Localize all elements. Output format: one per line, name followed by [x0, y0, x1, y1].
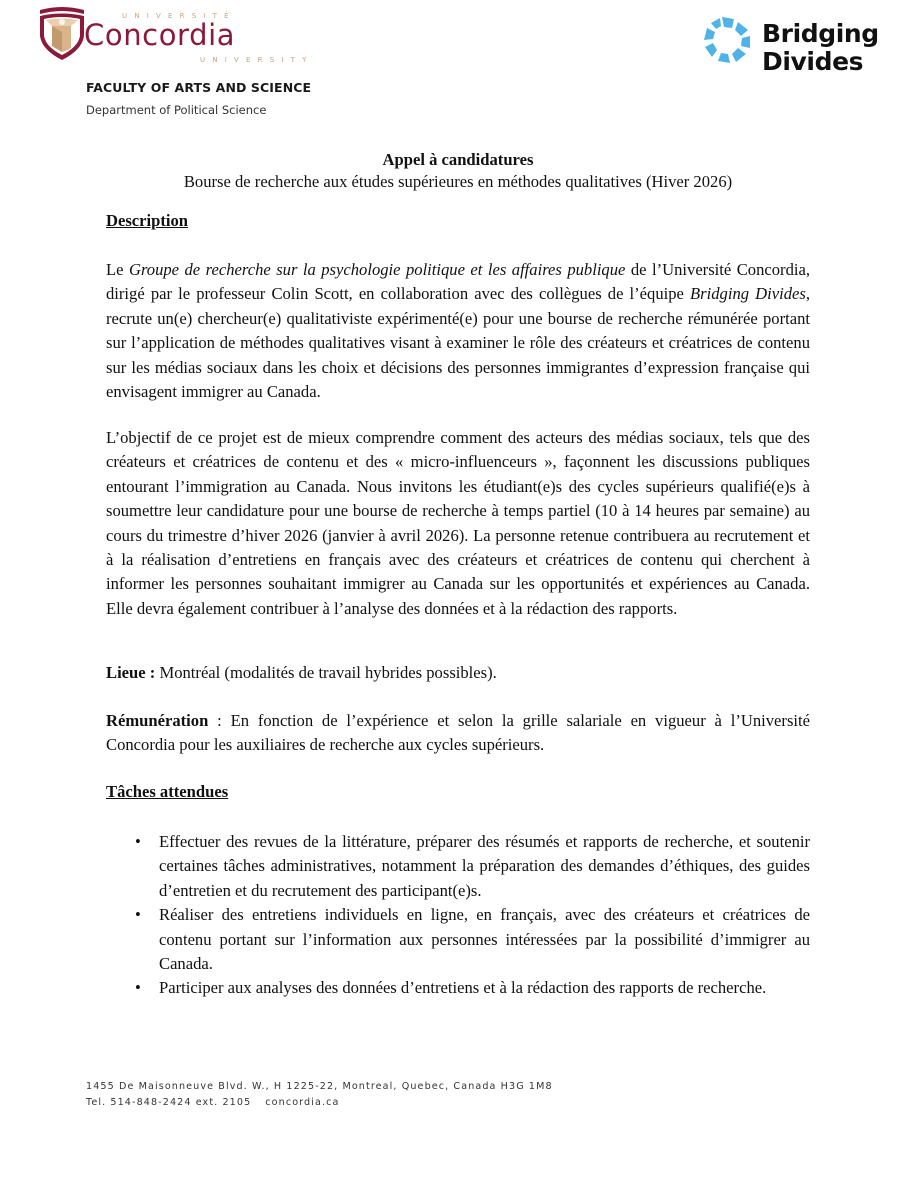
universite-label: UNIVERSITÉ: [122, 12, 236, 20]
list-item: [106, 976, 810, 1000]
faculty-name: FACULTY OF ARTS AND SCIENCE: [86, 80, 312, 95]
page-title: Appel à candidatures: [382, 150, 534, 169]
description-heading: Description: [106, 211, 189, 230]
tasks-heading: Tâches attendues: [106, 782, 229, 801]
footer-phone: Tel. 514-848-2424 ext. 2105: [86, 1097, 252, 1108]
university-label: UNIVERSITY: [200, 56, 314, 64]
research-group-name: Groupe de recherche sur la psychologie politique et les affaires publique: [128, 260, 626, 279]
bullet-icon: •: [135, 978, 141, 998]
concordia-wordmark: Concordia: [84, 18, 236, 52]
footer: [86, 1079, 553, 1111]
p1-mid: de l’Université Concordia, dirigé par le professeur Colin Scott, en collaboration avec des collègues de l’équipe: [106, 260, 810, 304]
department-name: Department of Political Science: [86, 103, 267, 117]
footer-website-link[interactable]: concordia.ca: [265, 1097, 340, 1108]
task-text: Participer aux analyses des données d’entretiens et à la rédaction des rapports de recherche.: [159, 978, 767, 998]
remuneration-label: Rémunération: [106, 711, 209, 730]
task-text: Effectuer des revues de la littérature, préparer des résumés et rapports de recherche, et soutenir certaines tâches administratives, notamment la préparation des demandes d’éthiques, des guides d’entretien et du recrutement des participant(e)s.: [159, 832, 810, 900]
team-name: Bridging Divides: [690, 284, 806, 304]
remuneration-value: : En fonction de l’expérience et selon la grille salariale en vigueur à l’Université Concordia pour les auxiliaires de recherche aux cycles supérieurs.: [106, 711, 810, 755]
p1-lead: Le: [106, 260, 129, 279]
location-paragraph: [106, 661, 810, 685]
title-block: [0, 149, 916, 193]
list-item: [106, 903, 810, 976]
page-subtitle: Bourse de recherche aux études supérieures en méthodes qualitatives (Hiver 2026): [183, 172, 733, 191]
task-text: Réaliser des entretiens individuels en ligne, en français, avec des créateurs et créatrices de contenu portant sur l’information aux personnes intéressées par la possibilité d’immigrer au Canada.: [159, 905, 810, 974]
bullet-icon: •: [135, 832, 141, 851]
description-paragraph-1: [106, 258, 810, 404]
concordia-shield-icon: [38, 6, 86, 62]
footer-contact: [86, 1095, 553, 1111]
tasks-list: [106, 830, 810, 1001]
p1-tail: , recrute un(e) chercheur(e) qualitativiste expérimenté(e) pour une bourse de recherche rémunérée portant sur l’application de méthodes qualitatives visant à examiner le rôle des créateurs et créatrices de contenu sur les médias sociaux dans les choix et décisions des personnes immigrantes d’expression française qui envisagent immigrer au Canada.: [106, 284, 811, 402]
bullet-icon: •: [135, 905, 141, 925]
bridging-divides-line2: Divides: [762, 47, 864, 76]
remuneration-paragraph: [106, 709, 810, 758]
footer-address: 1455 De Maisonneuve Blvd. W., H 1225-22, Montreal, Quebec, Canada H3G 1M8: [86, 1081, 553, 1092]
bridging-divides-wordmark: [762, 20, 879, 76]
list-item: [106, 830, 810, 903]
bridging-divides-ring-icon: [702, 14, 754, 66]
bridging-divides-line1: Bridging: [762, 19, 879, 48]
bridging-divides-logo: [702, 12, 892, 84]
description-paragraph-2: L’objectif de ce projet est de mieux comprendre comment des acteurs des médias sociaux, tels que des créateurs et créatrices de contenu et des « micro-influenceurs », façonnent les discussions publiques entourant l’immigration au Canada. Nous invitons les étudiant(e)s des cycles supérieurs qualifié(e)s à soumettre leur candidature pour une bourse de recherche à temps partiel (10 à 14 heures par semaine) au cours du trimestre d’hiver 2026 (janvier à avril 2026). La personne retenue contribuera au recrutement et à la réalisation d’entretiens en français avec des créateurs et créatrices de contenu qui cherchent à informer les personnes souhaitant immigrer au Canada sur les opportunités et expériences au Canada. Elle devra également contribuer à l’analyse des données et à la rédaction des rapports.: [106, 428, 810, 618]
concordia-logo: [38, 6, 314, 66]
location-label: Lieue :: [106, 663, 156, 682]
location-value: Montréal (modalités de travail hybrides possibles).: [155, 663, 497, 682]
